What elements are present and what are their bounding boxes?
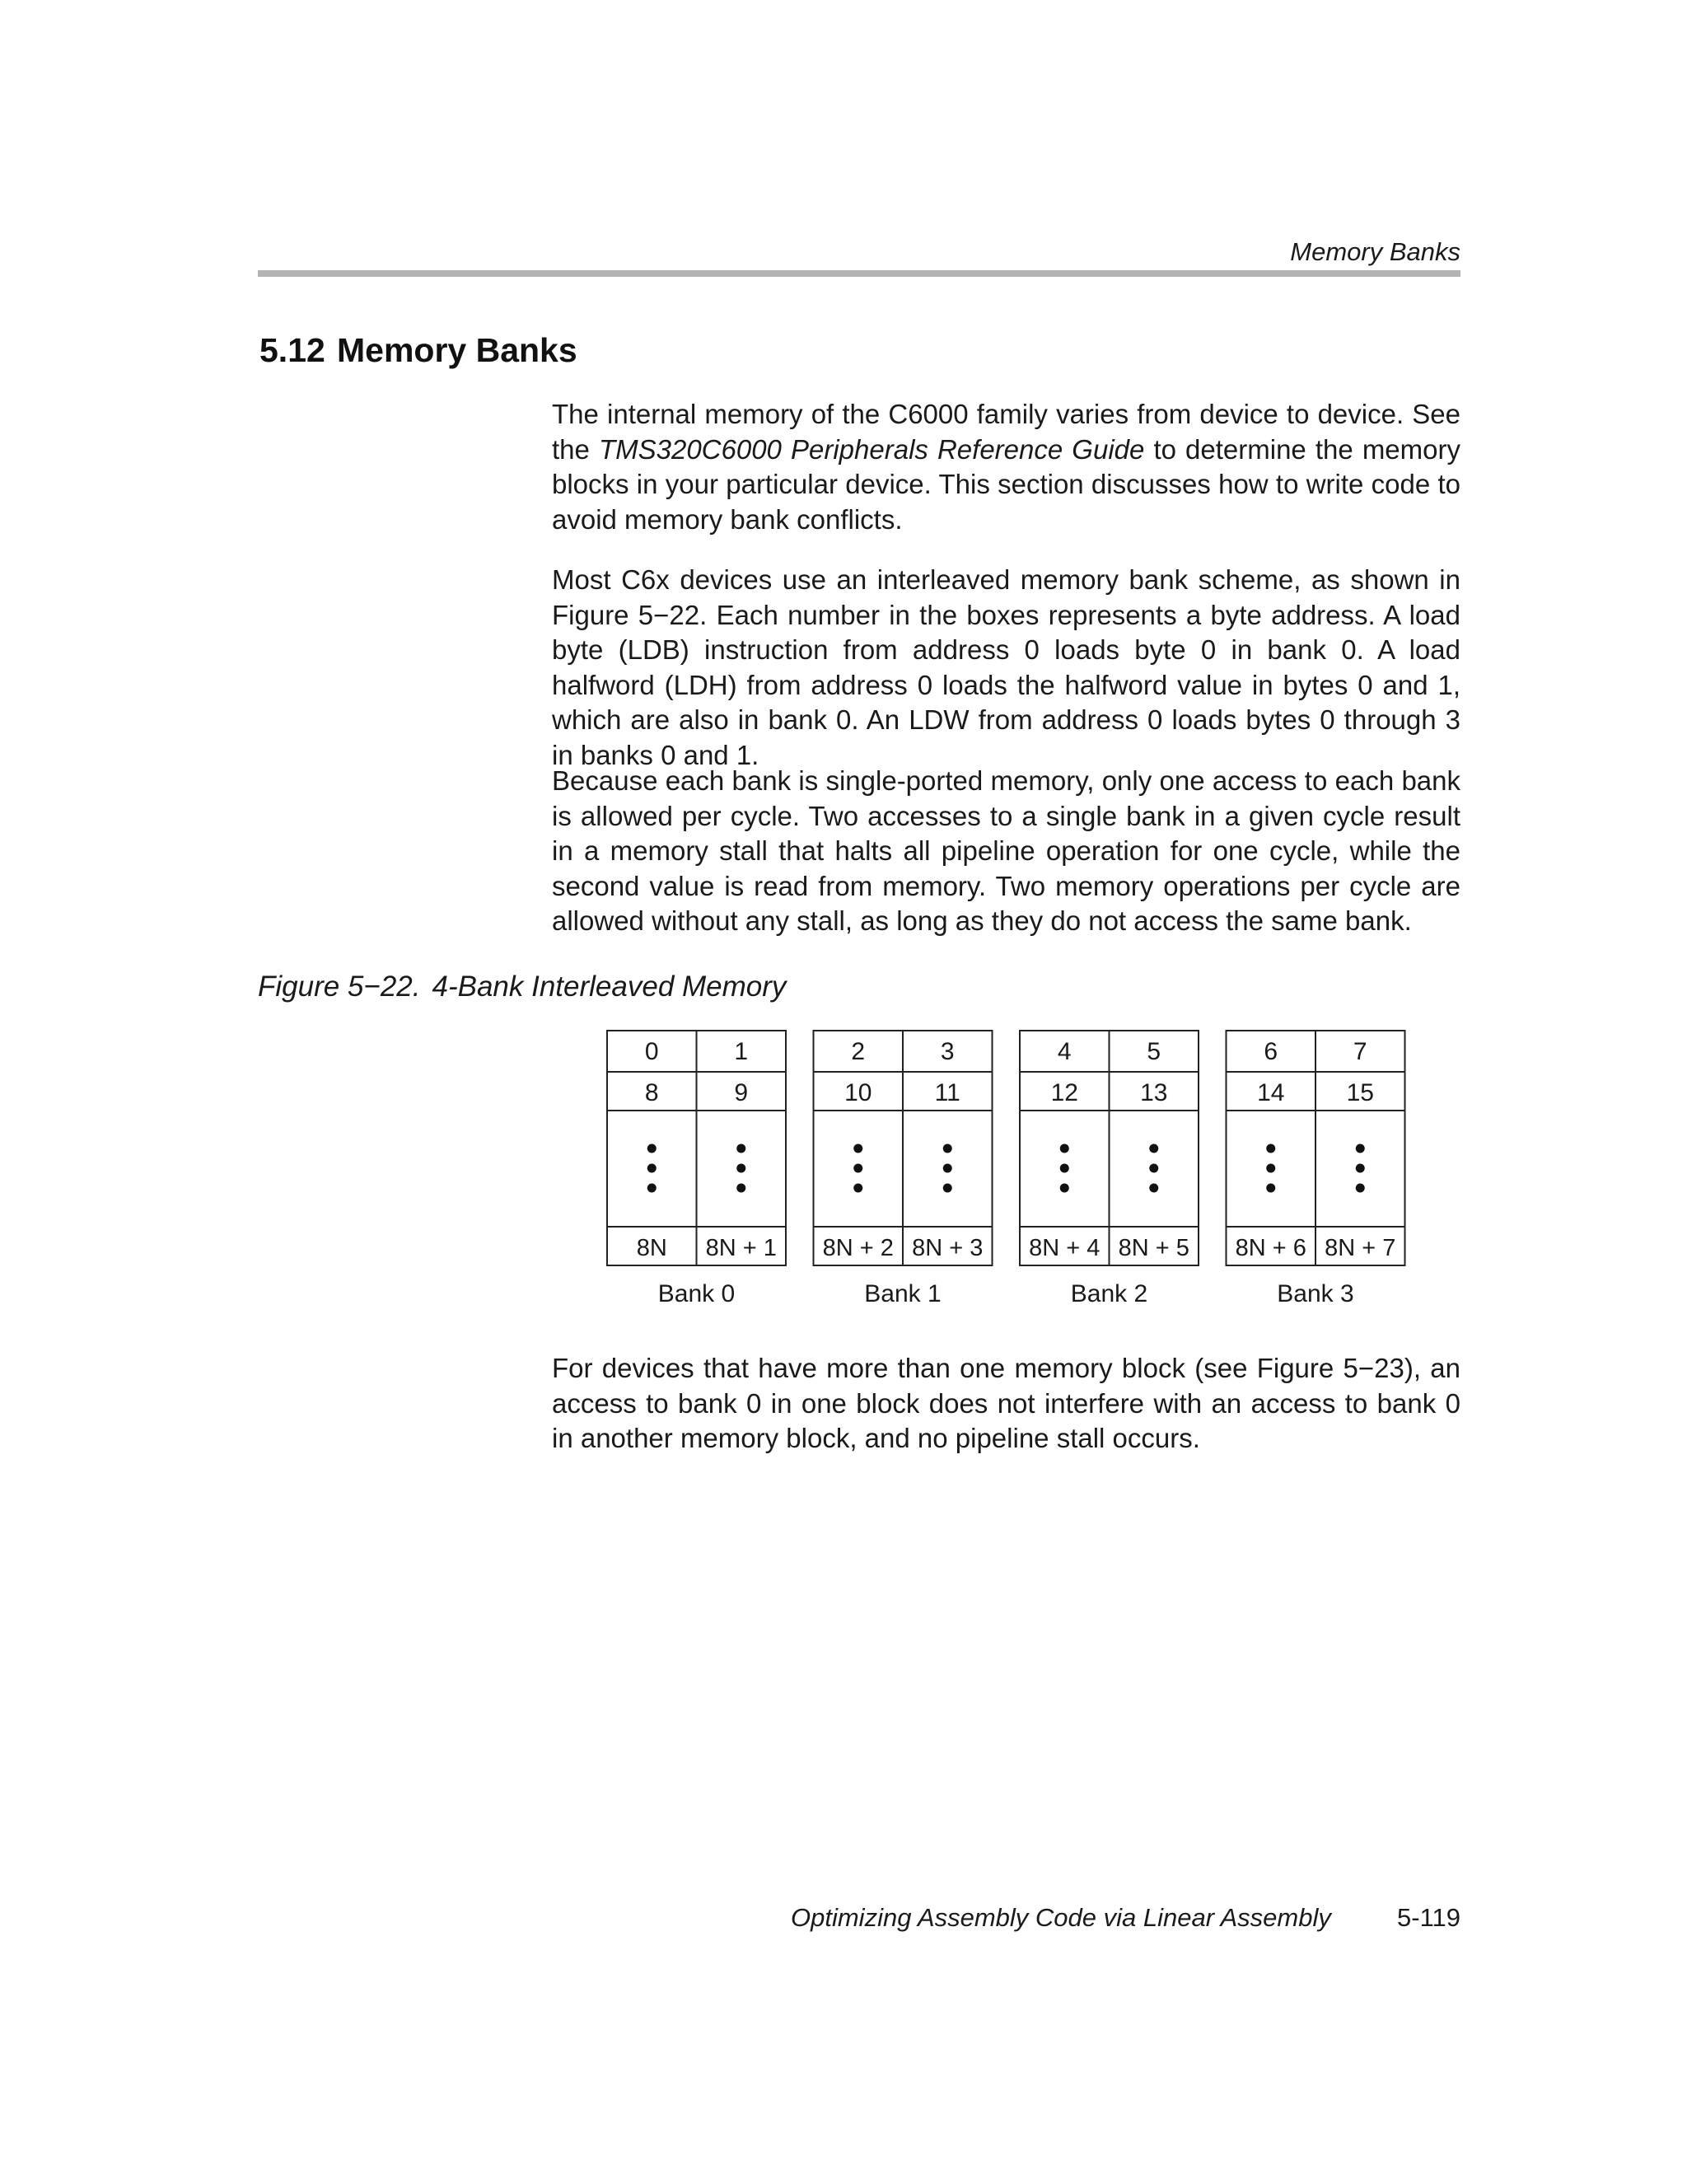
- ellipsis-dot: [1356, 1184, 1365, 1193]
- bank-label: Bank 1: [864, 1280, 942, 1307]
- ellipsis-dot: [853, 1144, 862, 1153]
- ellipsis-dot: [943, 1164, 952, 1173]
- bank-0-address-cell: 8N: [636, 1235, 667, 1261]
- paragraph-intro: [552, 397, 1460, 537]
- ellipsis-dot: [1060, 1164, 1069, 1173]
- bank-1-outline: [814, 1031, 993, 1265]
- ellipsis-dot: [1060, 1144, 1069, 1153]
- paragraph-single-ported: Because each bank is single-ported memory, only one access to each bank is allowed per cycle. Two accesses to a single bank in a given cycle result in a memory stall that halts all pipeline operation for one cycle, while the second value is read from memory. Two memory operations per cycle are allowed without any stall, as long as they do not access the same bank.: [552, 765, 1460, 936]
- bank-label: Bank 2: [1070, 1280, 1148, 1307]
- bank-2-address-cell: 8N + 4: [1029, 1235, 1101, 1261]
- bank-1-address-cell: 8N + 3: [912, 1235, 984, 1261]
- ellipsis-dot: [647, 1144, 657, 1153]
- section-title: Memory Banks: [337, 331, 577, 369]
- ellipsis-dot: [853, 1184, 862, 1193]
- figure-title: 4-Bank Interleaved Memory: [432, 970, 787, 1003]
- paragraph-memory-blocks: For devices that have more than one memory block (see Figure 5−23), an access to bank 0 in one block does not interfere with an access to bank 0 in another memory block, and no pipeline stall occurs.: [552, 1353, 1460, 1453]
- bank-label: Bank 0: [657, 1280, 736, 1307]
- bank-2-address-cell: 5: [1147, 1038, 1161, 1065]
- bank-0-address-cell: 0: [644, 1038, 659, 1065]
- paragraph-interleave: Most C6x devices use an interleaved memory bank scheme, as shown in Figure 5−22. Each number in the boxes represents a byte address. A load byte (LDB) instruction from address 0 loads byte 0 in bank 0. A load halfword (LDH) from address 0 loads the halfword value in bytes 0 and 1, which are also in bank 0. An LDW from address 0 loads bytes 0 through 3 in banks 0 and 1.: [552, 564, 1460, 770]
- header-rule: [258, 270, 1460, 277]
- bank-1-address-cell: 2: [851, 1038, 866, 1065]
- ellipsis-dot: [736, 1144, 745, 1153]
- paragraph-intro-text-2: to determine the memory blocks in your particular device. This section discusses how to write code to avoid memory bank conflicts.: [552, 433, 1460, 535]
- ellipsis-dot: [1266, 1164, 1275, 1173]
- ellipsis-dot: [1060, 1184, 1069, 1193]
- ellipsis-dot: [736, 1184, 745, 1193]
- ellipsis-dot: [943, 1184, 952, 1193]
- bank-2-address-cell: 13: [1140, 1079, 1168, 1106]
- bank-3-address-cell: 8N + 7: [1325, 1235, 1396, 1261]
- ellipsis-dot: [853, 1164, 862, 1173]
- ellipsis-dot: [736, 1164, 745, 1173]
- page-number: 5-119: [1397, 1903, 1460, 1932]
- running-header: Memory Banks: [1290, 237, 1460, 266]
- ellipsis-dot: [647, 1184, 657, 1193]
- bank-0-address-cell: 1: [734, 1038, 749, 1065]
- ellipsis-dot: [647, 1164, 657, 1173]
- bank-3-address-cell: 7: [1353, 1038, 1367, 1065]
- figure-caption: [258, 970, 786, 1003]
- ellipsis-dot: [1266, 1144, 1275, 1153]
- figure-label: Figure 5−22.: [258, 970, 421, 1003]
- reference-guide-title: TMS320C6000 Peripherals Reference Guide: [598, 433, 1145, 465]
- bank-3-address-cell: 14: [1257, 1079, 1285, 1106]
- bank-1-address-cell: 11: [934, 1079, 960, 1106]
- bank-0-address-cell: 9: [734, 1079, 749, 1106]
- bank-2-outline: [1020, 1031, 1199, 1265]
- ellipsis-dot: [1266, 1184, 1275, 1193]
- bank-3-address-cell: 15: [1346, 1079, 1374, 1106]
- ellipsis-dot: [1149, 1144, 1158, 1153]
- running-footer: Optimizing Assembly Code via Linear Assembly: [791, 1903, 1331, 1932]
- bank-2-address-cell: 8N + 5: [1118, 1235, 1189, 1261]
- ellipsis-dot: [1149, 1164, 1158, 1173]
- bank-3-address-cell: 6: [1264, 1038, 1278, 1065]
- bank-1-address-cell: 10: [844, 1079, 872, 1106]
- ellipsis-dot: [1149, 1184, 1158, 1193]
- paragraph-intro-text-1: The internal memory of the C6000 family varies from device to device. See the: [552, 399, 1460, 465]
- bank-2-address-cell: 12: [1050, 1079, 1078, 1106]
- ellipsis-dot: [943, 1144, 952, 1153]
- bank-1-address-cell: 8N + 2: [822, 1235, 894, 1261]
- bank-0-address-cell: 8: [644, 1079, 659, 1106]
- ellipsis-dot: [1356, 1164, 1365, 1173]
- bank-2-address-cell: 4: [1057, 1038, 1072, 1065]
- bank-1-address-cell: 3: [940, 1038, 955, 1065]
- bank-3-outline: [1227, 1031, 1405, 1265]
- bank-0-outline: [607, 1031, 786, 1265]
- section-number: 5.12: [259, 331, 325, 369]
- section-heading: [259, 331, 577, 370]
- ellipsis-dot: [1356, 1144, 1365, 1153]
- bank-label: Bank 3: [1277, 1280, 1354, 1307]
- bank-0-address-cell: 8N + 1: [705, 1235, 777, 1261]
- bank-3-address-cell: 8N + 6: [1235, 1235, 1306, 1261]
